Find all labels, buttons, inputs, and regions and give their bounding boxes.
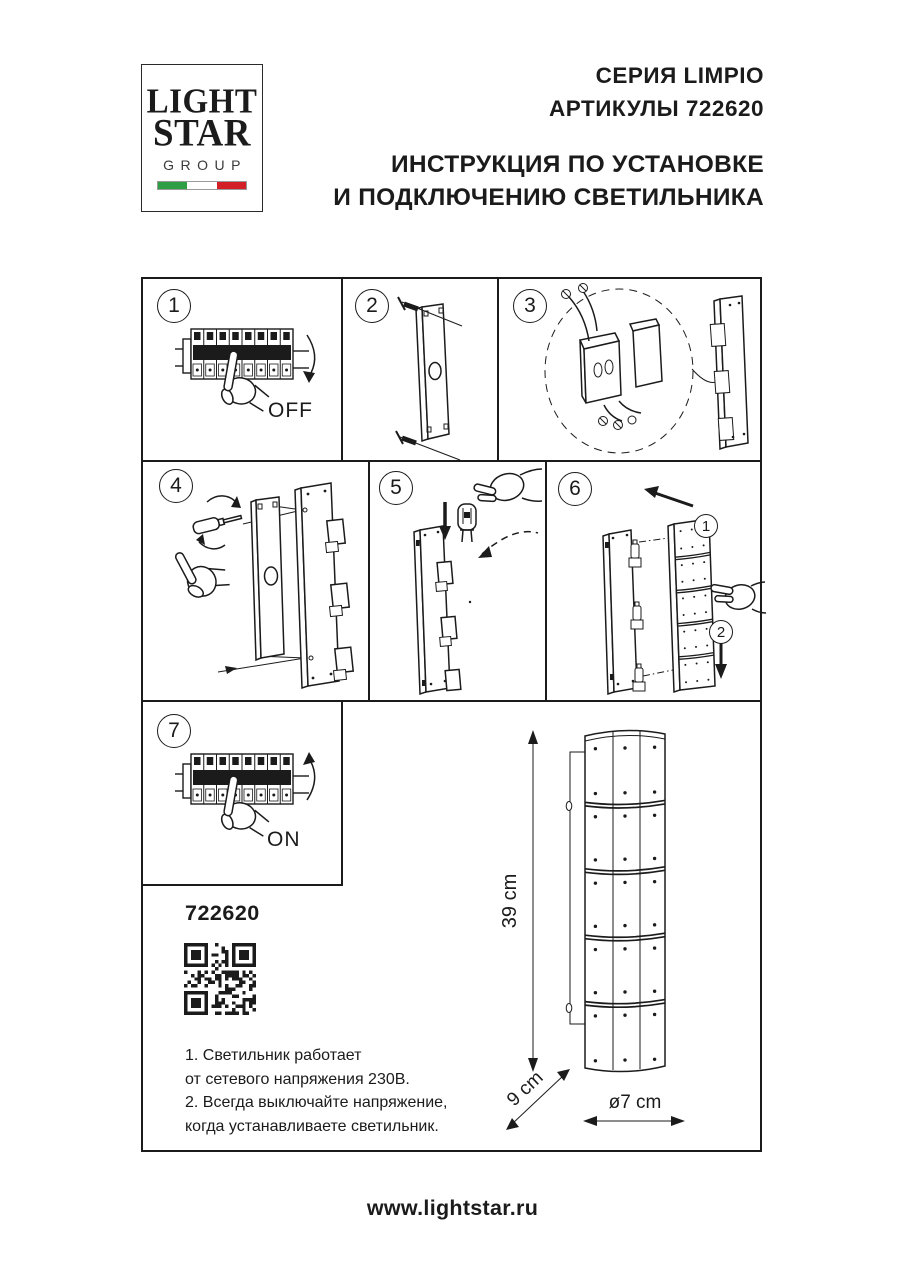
arrow-head bbox=[583, 1116, 597, 1126]
depth-label: 9 cm bbox=[503, 1067, 548, 1111]
halogen-bulb-icon bbox=[458, 504, 476, 542]
step-number-6 bbox=[558, 472, 592, 506]
arrow-head bbox=[231, 496, 241, 508]
substep-text: 1 bbox=[701, 517, 711, 535]
arrow-head bbox=[478, 546, 492, 558]
alignment-line bbox=[643, 670, 673, 676]
series-line: СЕРИЯ LIMPIO bbox=[595, 63, 764, 88]
alignment-line bbox=[639, 538, 669, 542]
step-number-5 bbox=[379, 471, 413, 505]
step-number-text: 7 bbox=[168, 719, 180, 742]
grid-line bbox=[341, 702, 343, 886]
step-number-4 bbox=[159, 469, 193, 503]
step-number-1 bbox=[157, 289, 191, 323]
website-url: www.lightstar.ru bbox=[366, 1196, 539, 1220]
hand-icon bbox=[473, 469, 542, 505]
page-title bbox=[333, 148, 764, 214]
step-number-3 bbox=[513, 289, 547, 323]
step-panel-6 bbox=[547, 462, 760, 700]
rotate-off-arrow-icon bbox=[307, 335, 315, 373]
logo-word-group: GROUP bbox=[163, 156, 247, 173]
flag-white bbox=[187, 182, 216, 189]
leader-line bbox=[692, 369, 716, 382]
note-line: от сетевого напряжения 230В. bbox=[185, 1070, 410, 1088]
note-line: когда устанавливаете светильник. bbox=[185, 1117, 439, 1135]
safety-notes bbox=[185, 1044, 447, 1138]
arrow-head bbox=[225, 666, 237, 674]
italian-flag-icon bbox=[157, 181, 247, 190]
cover-drawing bbox=[668, 519, 715, 692]
arrow-head bbox=[644, 486, 659, 498]
lamp-drawing bbox=[585, 730, 665, 1071]
step-number-text: 1 bbox=[168, 294, 180, 317]
diameter-label: ø7 cm bbox=[608, 1092, 662, 1113]
logo-word-star: STAR bbox=[153, 111, 251, 155]
step-number-text: 4 bbox=[170, 474, 182, 497]
fixture-with-bulbs-drawing bbox=[603, 530, 645, 694]
screwdriver-icon bbox=[192, 511, 242, 534]
off-label: OFF bbox=[268, 399, 313, 422]
flag-red bbox=[217, 182, 246, 189]
arrow-head bbox=[303, 371, 315, 383]
title-line-1: ИНСТРУКЦИЯ ПО УСТАНОВКЕ bbox=[390, 151, 764, 178]
step-number-text: 5 bbox=[390, 476, 402, 499]
mount-plate-drawing bbox=[251, 497, 284, 660]
fixture-body-drawing bbox=[414, 526, 461, 694]
terminal-block-drawing bbox=[580, 319, 662, 403]
dimension-figure bbox=[480, 708, 770, 1158]
rotate-on-arrow-icon bbox=[307, 762, 315, 800]
arrow-head bbox=[671, 1116, 685, 1126]
logo-word-light: LIGHT bbox=[146, 82, 258, 121]
step-panel-7 bbox=[143, 702, 341, 884]
title-line-2: И ПОДКЛЮЧЕНИЮ СВЕТИЛЬНИКА bbox=[333, 184, 764, 211]
step-panel-1 bbox=[143, 279, 341, 460]
circuit-breaker-drawing bbox=[175, 754, 309, 804]
hand-icon bbox=[710, 582, 766, 613]
lightstar-logo bbox=[141, 64, 263, 212]
step-number-2 bbox=[355, 289, 389, 323]
step-panel-4 bbox=[143, 462, 368, 700]
lamp-backplate bbox=[570, 752, 586, 1024]
substep-text: 2 bbox=[716, 623, 726, 641]
height-label: 39 cm bbox=[499, 873, 521, 929]
slide-arrow-icon bbox=[655, 493, 693, 506]
step-panel-3 bbox=[499, 279, 762, 460]
note-line: 2. Всегда выключайте напряжение, bbox=[185, 1094, 448, 1111]
on-label: ON bbox=[267, 828, 301, 851]
note-line: 1. Светильник работает bbox=[185, 1047, 362, 1064]
articles-line: АРТИКУЛЫ 722620 bbox=[549, 96, 764, 121]
step-number-text: 3 bbox=[524, 294, 536, 317]
arrow-head bbox=[528, 730, 538, 744]
substep-1-badge bbox=[694, 514, 718, 538]
arrow-head bbox=[715, 664, 727, 679]
circuit-breaker-drawing bbox=[175, 329, 309, 379]
article-number: 722620 bbox=[185, 901, 260, 925]
arrow-head bbox=[303, 752, 315, 765]
step-panel-2 bbox=[343, 279, 497, 460]
swing-arrow-icon bbox=[482, 532, 538, 554]
backplate-drawing bbox=[710, 296, 748, 449]
step-number-7 bbox=[157, 714, 191, 748]
fixture-body-drawing bbox=[295, 483, 353, 688]
step-panel-5 bbox=[370, 462, 545, 700]
grid-line bbox=[143, 884, 343, 886]
series-article-block bbox=[549, 63, 764, 122]
step-number-text: 6 bbox=[569, 477, 581, 500]
flag-green bbox=[158, 182, 187, 189]
qr-code bbox=[184, 943, 256, 1015]
step-number-text: 2 bbox=[366, 294, 378, 317]
substep-2-badge bbox=[709, 620, 733, 644]
